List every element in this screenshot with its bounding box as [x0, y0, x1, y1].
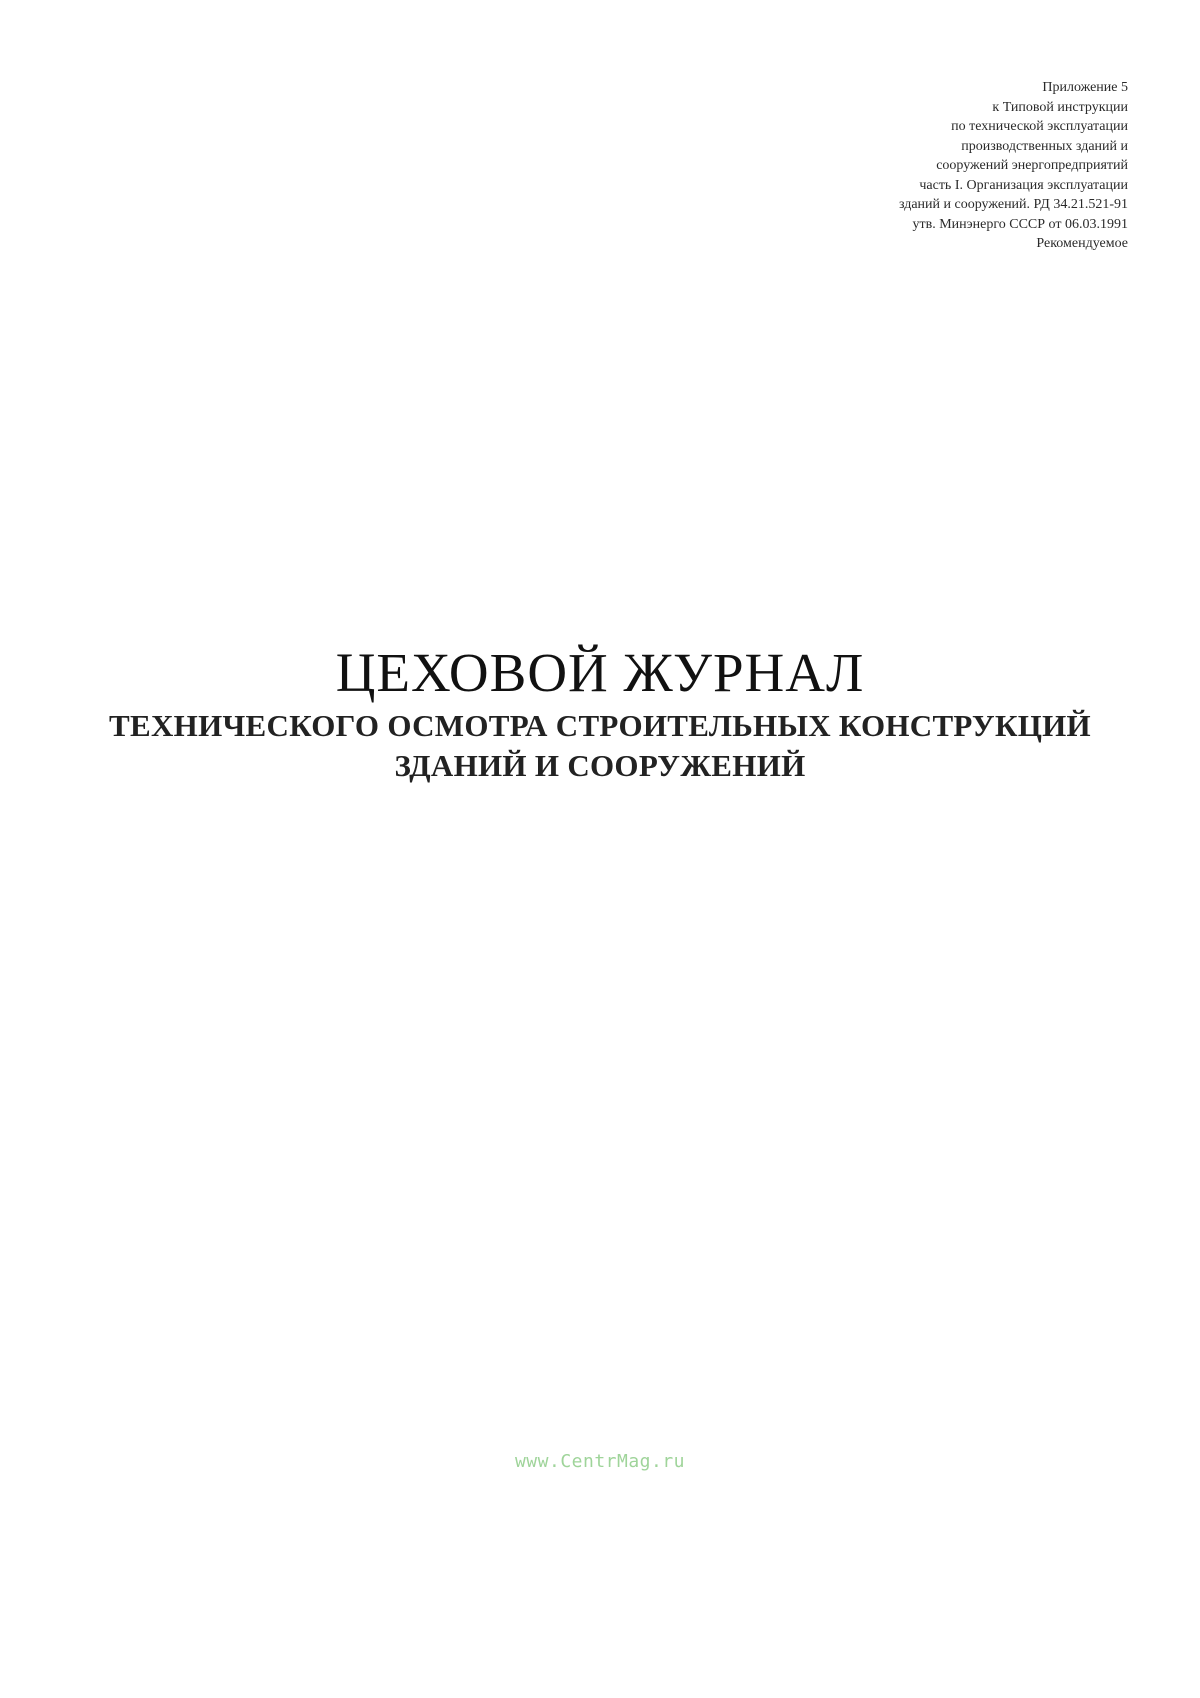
journal-title: ЦЕХОВОЙ ЖУРНАЛ: [335, 642, 865, 703]
appendix-note: [728, 78, 1128, 254]
appendix-line: Рекомендуемое: [1036, 236, 1128, 251]
appendix-line: Приложение 5: [1042, 80, 1128, 95]
journal-subtitle-line-2: ЗДАНИЙ И СООРУЖЕНИЙ: [394, 748, 806, 783]
appendix-line: по технической эксплуатации: [951, 119, 1128, 134]
appendix-line: зданий и сооружений. РД 34.21.521-91: [898, 197, 1128, 212]
journal-title-block: [0, 640, 1200, 786]
appendix-line: производственных зданий и: [961, 138, 1128, 154]
appendix-line: к Типовой инструкции: [992, 99, 1128, 115]
journal-subtitle-line-1: ТЕХНИЧЕСКОГО ОСМОТРА СТРОИТЕЛЬНЫХ КОНСТРУКЦИЙ: [109, 708, 1091, 743]
appendix-line: сооружений энергопредприятий: [936, 158, 1128, 173]
site-watermark: www.CentrMag.ru: [514, 1451, 686, 1472]
appendix-line: часть I. Организация эксплуатации: [919, 177, 1128, 193]
appendix-line: утв. Минэнерго СССР от 06.03.1991: [912, 216, 1128, 232]
